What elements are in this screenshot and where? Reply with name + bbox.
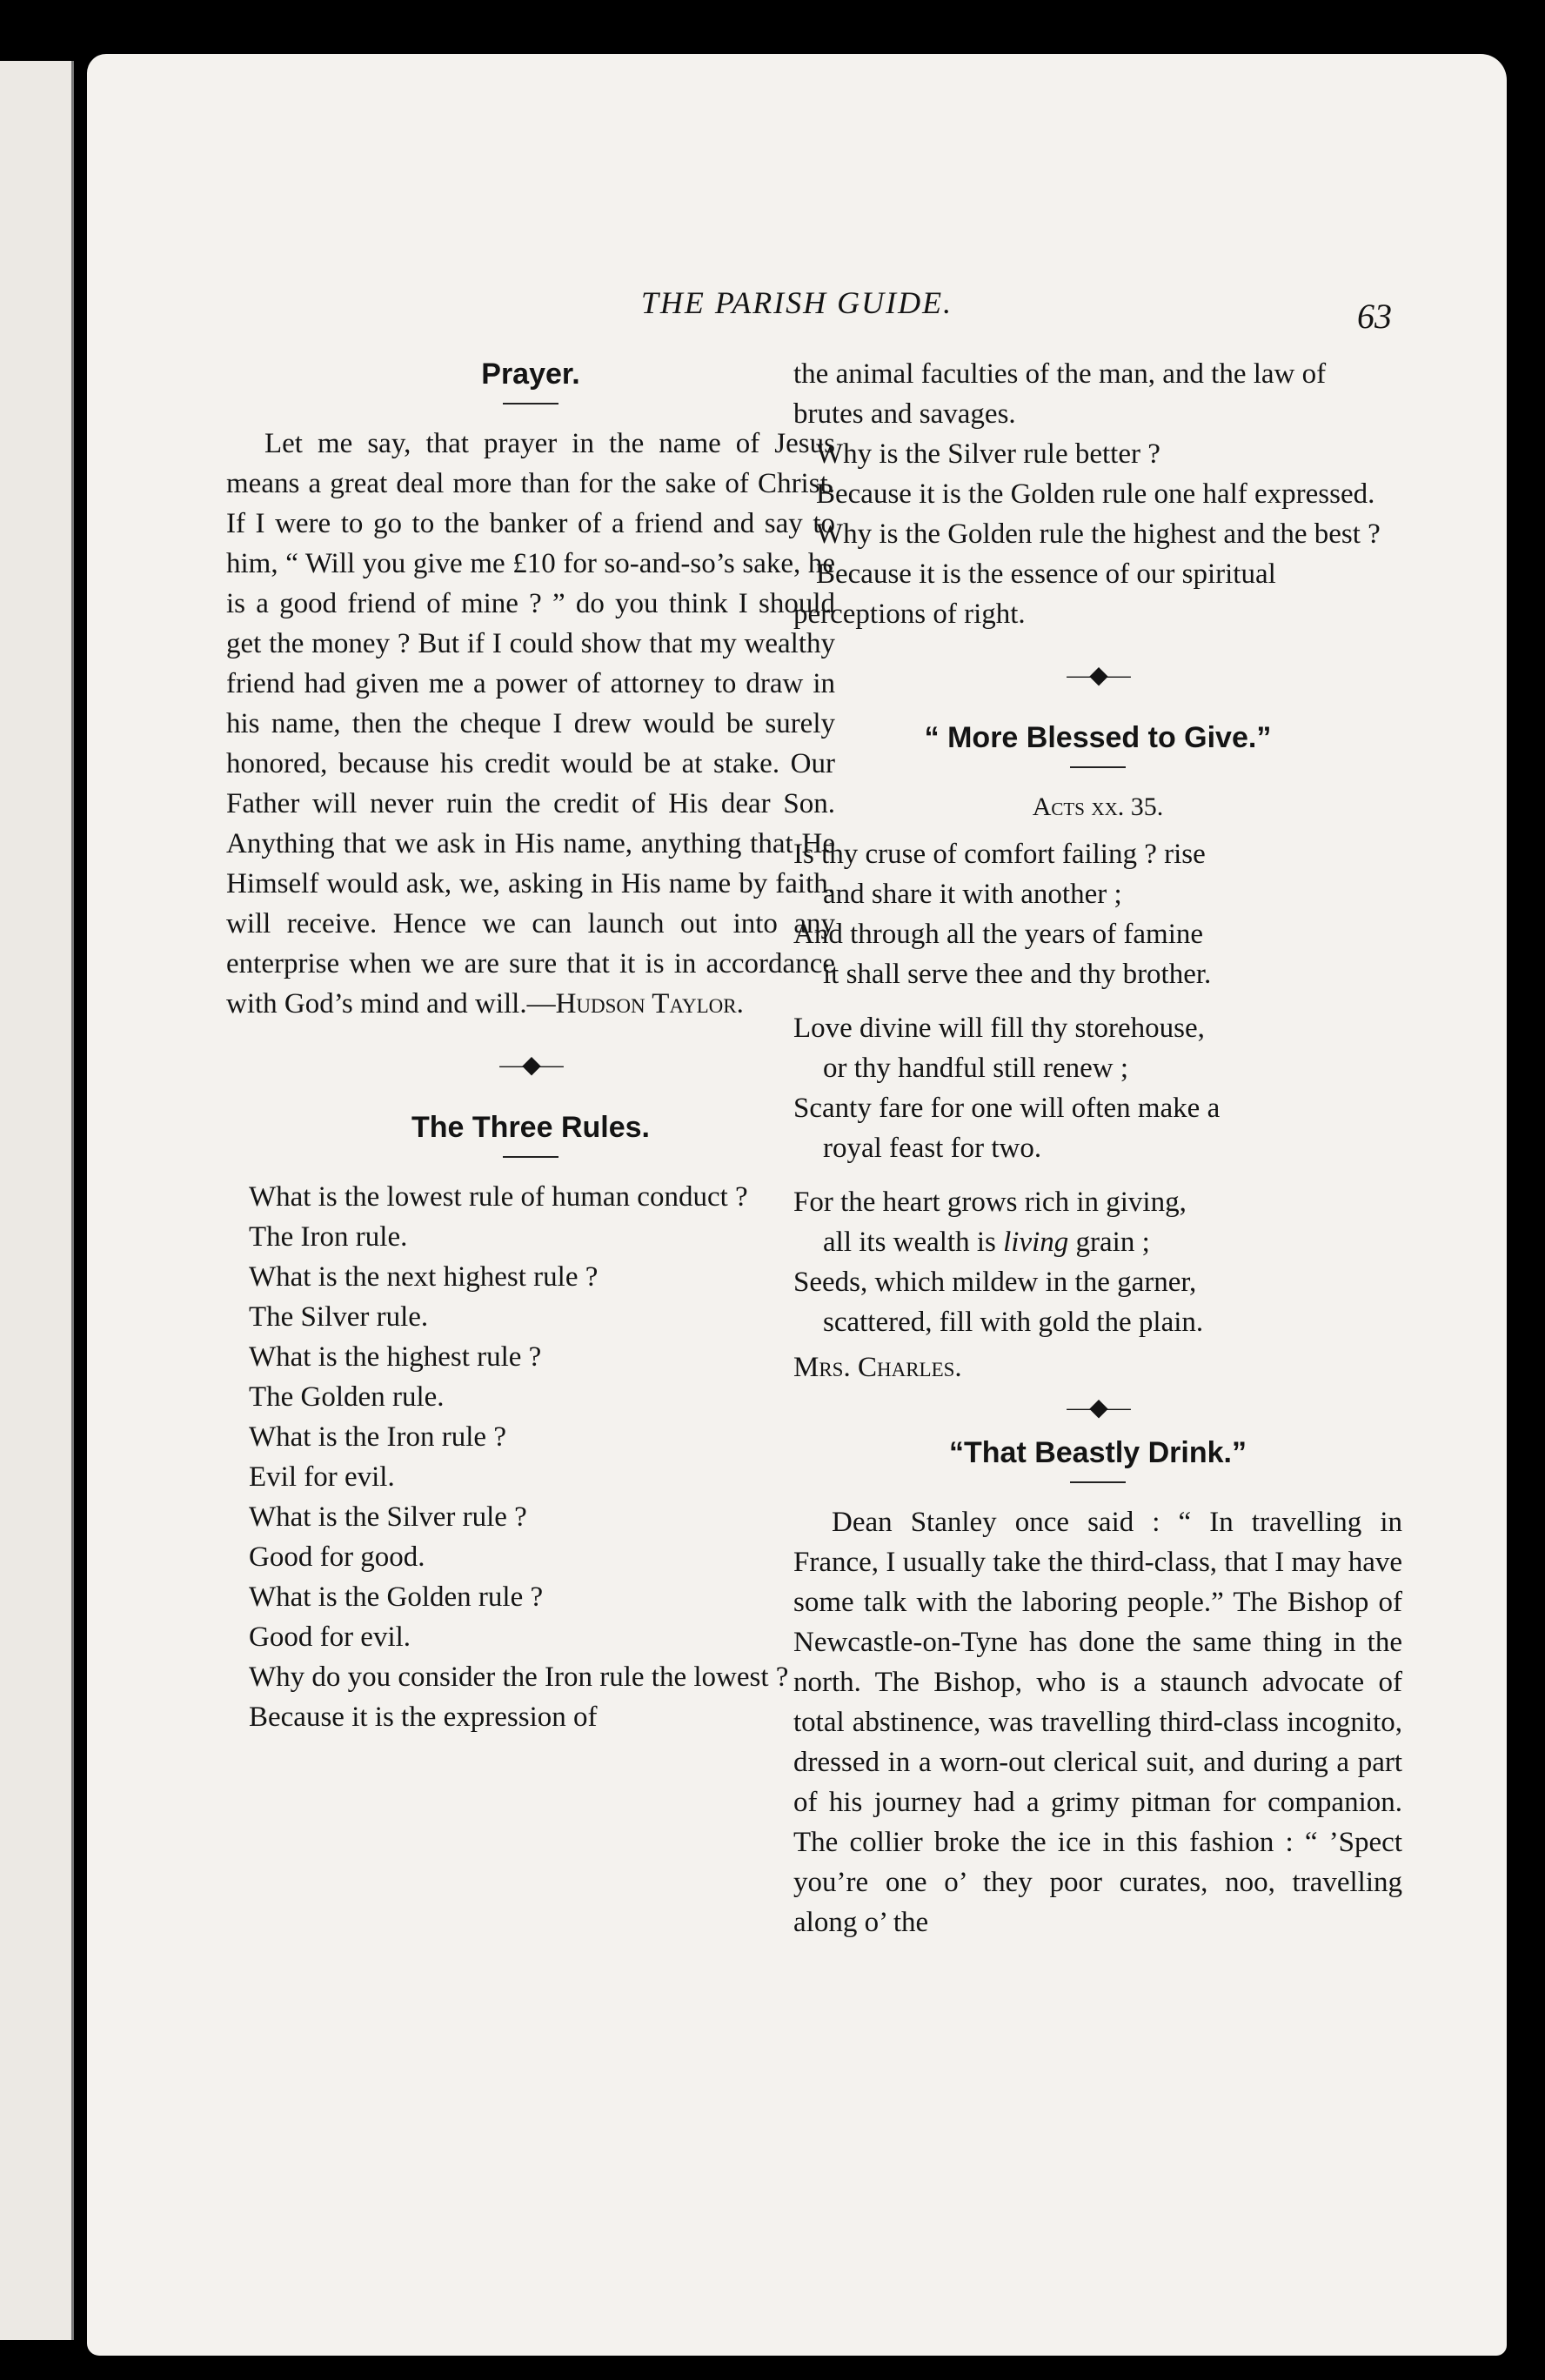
adjacent-page-edge: [0, 61, 74, 2340]
qa-line: Why is the Golden rule the highest and the best ?: [816, 518, 1381, 550]
qa-line: The Golden rule.: [249, 1381, 445, 1413]
running-head: THE PARISH GUIDE.: [640, 285, 953, 320]
prayer-text: Let me say, that prayer in the name of Jesus means a great deal more than for the sake of Christ. If I were to go to the banker of a friend and say to him, “ Will you give me £10 for so-and-so’s sake, he is a good friend of mine ? ” do you think I should get the money ? But if I could show that my wealthy friend had given me a power of attorney to draw in his name, then the cheque I drew would be surely honored, because his credit would be at stake. Our Father will never ruin the credit of His dear Son. Anything that we ask in His name, anything that He Himself would ask, we, asking in His name by faith, will receive. Hence we can launch out into any enterprise when we are sure that it is in accordance with God’s mind and will.—: [226, 428, 835, 1020]
poem-line: And through all the years of famine: [793, 919, 1204, 950]
qa-line: the animal faculties of the man, and the law of brutes and savages.: [793, 358, 1327, 430]
prayer-author: Hudson Taylor.: [555, 988, 744, 1020]
poem-line: Seeds, which mildew in the garner,: [793, 1267, 1197, 1298]
qa-line: Good for good.: [249, 1541, 425, 1573]
poem-line: royal feast for two.: [823, 1133, 1042, 1164]
qa-line: What is the Golden rule ?: [249, 1581, 544, 1613]
title-rule: [1070, 1481, 1126, 1483]
poem-line: Love divine will fill thy storehouse,: [793, 1013, 1205, 1044]
poem-italic-word: living: [1003, 1227, 1069, 1258]
title-rule: [1070, 766, 1126, 768]
qa-line: The Iron rule.: [249, 1221, 408, 1253]
qa-line: Because it is the expression of: [249, 1701, 598, 1733]
poem-text: grain ;: [1075, 1227, 1150, 1258]
three-rules-title: The Three Rules.: [411, 1111, 650, 1144]
three-rules-continued: [793, 354, 1402, 634]
qa-line: What is the Iron rule ?: [249, 1421, 506, 1453]
title-rule: [503, 403, 558, 404]
qa-line: Because it is the essence of our spiritual perceptions of right.: [793, 558, 1276, 630]
poem-line: and share it with another ;: [823, 879, 1122, 910]
prayer-body: [226, 424, 835, 1024]
beastly-drink-body: Dean Stanley once said : “ In travelling in France, I usually take the third-class, that I may have some talk with the laboring people.” The Bishop of Newcastle-on-Tyne has done the same thing in the north. The Bishop, who is a staunch advocate of total abstinence, was travelling third-class incognito, dressed in a worn-out clerical suit, and during a part of his journey had a grimy pitman for companion. The collier broke the ice in this fashion : “ ’Spect you’re one o’ they poor curates, noo, travelling along o’ the: [793, 1507, 1402, 1938]
poem: [793, 834, 1402, 1387]
poem-line: Is thy cruse of comfort failing ? rise: [793, 839, 1206, 870]
section-ornament: —◆—: [1067, 1394, 1129, 1421]
poem-line: scattered, fill with gold the plain.: [823, 1307, 1204, 1338]
title-rule: [503, 1156, 558, 1158]
scripture-reference: Acts xx. 35.: [1032, 792, 1164, 821]
poem-line: or thy handful still renew ;: [823, 1053, 1129, 1084]
poem-text: all its wealth is: [823, 1227, 996, 1258]
poem-line: it shall serve thee and thy brother.: [823, 959, 1212, 990]
qa-line: Why do you consider the Iron rule the lowest ?: [249, 1661, 789, 1693]
qa-line: Why is the Silver rule better ?: [816, 438, 1160, 470]
three-rules-catechism: [226, 1177, 835, 1737]
qa-line: What is the lowest rule of human conduct ?: [249, 1181, 748, 1213]
poem-stanza: [793, 1182, 1402, 1342]
qa-line: Evil for evil.: [249, 1461, 395, 1493]
qa-line: Good for evil.: [249, 1621, 411, 1653]
qa-line: The Silver rule.: [249, 1301, 429, 1333]
qa-line: What is the highest rule ?: [249, 1341, 542, 1373]
poem-line: For the heart grows rich in giving,: [793, 1187, 1187, 1218]
right-column: [793, 354, 1402, 1942]
qa-line: What is the next highest rule ?: [249, 1261, 599, 1293]
qa-line: Because it is the Golden rule one half expressed.: [816, 478, 1375, 510]
qa-line: What is the Silver rule ?: [249, 1501, 527, 1533]
page: [87, 54, 1507, 2356]
page-number: 63: [1357, 297, 1392, 336]
poem-stanza: [793, 834, 1402, 994]
poem-stanza: [793, 1008, 1402, 1168]
left-column: [226, 354, 835, 1737]
beastly-drink-title: “That Beastly Drink.”: [949, 1436, 1247, 1469]
poem-line: Scanty fare for one will often make a: [793, 1093, 1221, 1124]
section-ornament: —◆—: [1067, 662, 1129, 689]
more-blessed-title: “ More Blessed to Give.”: [924, 721, 1272, 754]
poem-line: [793, 1222, 1402, 1262]
section-ornament: —◆—: [499, 1052, 562, 1079]
poem-author: Mrs. Charles.: [793, 1352, 962, 1383]
prayer-title: Prayer.: [481, 358, 580, 391]
